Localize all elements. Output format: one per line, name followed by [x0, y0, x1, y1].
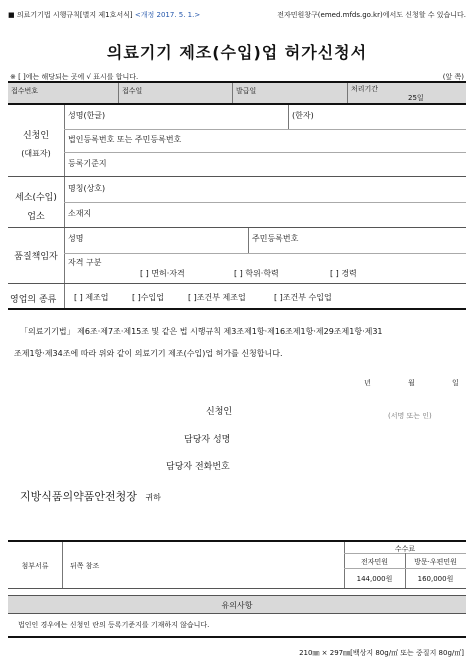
caution-text: 법인인 경우에는 신청인 란의 등록기준지를 기재하지 않습니다.	[18, 621, 210, 629]
issue-date-label: 발급일	[236, 87, 257, 95]
fee-offline-label: 방문·우편민원	[414, 558, 457, 566]
business-type-conditional-manufacture[interactable]: [ ]조건부 제조업	[188, 293, 246, 302]
statement-line-1: 「의료기기법」 제6조·제7조·제15조 및 같은 법 시행규칙 제3조제1항·제16조제1항·제29조제1항·제31	[20, 327, 383, 336]
statement-line-2: 조제1항·제34조에 따라 위와 같이 의료기기 제조(수입)업 허가를 신청합니다.	[14, 349, 283, 358]
business-type-manufacture[interactable]: [ ] 제조업	[74, 293, 109, 302]
business-type-label: 영업의 종류	[10, 295, 57, 305]
processing-period-value: 25일	[408, 94, 424, 102]
applicant-standard-label: 등록기준지	[68, 159, 107, 168]
fee-offline-value: 160,000원	[417, 575, 454, 583]
qualification-option-degree[interactable]: [ ] 학위·학력	[234, 269, 279, 278]
applicant-hanja-label: (한자)	[292, 111, 314, 120]
processing-period-label: 처리기간	[351, 85, 379, 93]
business-section-sublabel: 업소	[27, 212, 45, 222]
business-name-label: 명칭(상호)	[68, 184, 106, 193]
fee-online-value: 144,000원	[356, 575, 393, 583]
qa-manager-regno-label: 주민등록번호	[252, 234, 299, 243]
applicant-section-sublabel: (대표자)	[21, 149, 51, 158]
receipt-number-label: 접수번호	[11, 87, 39, 95]
date-day-label: 일	[452, 379, 459, 387]
staff-phone-label: 담당자 전화번호	[166, 462, 230, 472]
page-side-note: (앞 쪽)	[442, 73, 464, 81]
check-note: ※ [ ]에는 해당되는 곳에 √ 표시를 합니다.	[10, 73, 139, 81]
staff-name-label: 담당자 성명	[184, 435, 231, 445]
fee-label: 수수료	[394, 545, 416, 553]
paper-spec: 210㎜ × 297㎜[백상지 80g/㎡ 또는 중질지 80g/㎡]	[299, 649, 464, 657]
applicant-section-label: 신청인	[22, 131, 50, 141]
qualification-option-career[interactable]: [ ] 경력	[330, 269, 357, 278]
attachments-label: 첨부서류	[21, 562, 49, 570]
business-address-label: 소재지	[68, 209, 92, 218]
qa-manager-section-label: 품질책임자	[14, 252, 58, 262]
applicant-signature-label: 신청인	[206, 407, 233, 417]
revision-note: <개정 2017. 5. 1.>	[134, 11, 201, 19]
fee-online-label: 전자민원	[360, 558, 389, 566]
business-type-import[interactable]: [ ]수입업	[132, 293, 164, 302]
receipt-date-label: 접수일	[122, 87, 143, 95]
attachments-value: 뒤쪽 참조	[70, 562, 100, 570]
online-application-note: 전자민원창구(emed.mfds.go.kr)에서도 신청할 수 있습니다.	[277, 11, 466, 19]
qualification-option-license[interactable]: [ ] 면허·자격	[140, 269, 185, 278]
caution-title: 유의사항	[221, 601, 253, 610]
addressee	[20, 488, 161, 504]
qa-manager-qualification-label: 자격 구분	[68, 258, 102, 267]
qa-manager-name-label: 성명	[68, 234, 84, 243]
addressee-agency: 지방식품의약품안전청장	[20, 490, 137, 503]
applicant-regno-label: 법인등록번호 또는 주민등록번호	[68, 135, 182, 144]
page-title: 의료기기 제조(수입)업 허가신청서	[106, 43, 368, 62]
business-section-label: 세소(수입)	[15, 193, 57, 203]
signature-hint: (서명 또는 인)	[388, 412, 432, 420]
date-year-label: 년	[364, 379, 371, 387]
business-type-conditional-import[interactable]: [ ]조건부 수입업	[274, 293, 332, 302]
law-reference: ■ 의료기기법 시행규칙[별지 제1호서식] <개정 2017. 5. 1.>	[8, 11, 201, 19]
addressee-suffix: 귀하	[145, 493, 161, 502]
applicant-name-label: 성명(한글)	[68, 111, 106, 120]
date-month-label: 월	[408, 379, 415, 387]
